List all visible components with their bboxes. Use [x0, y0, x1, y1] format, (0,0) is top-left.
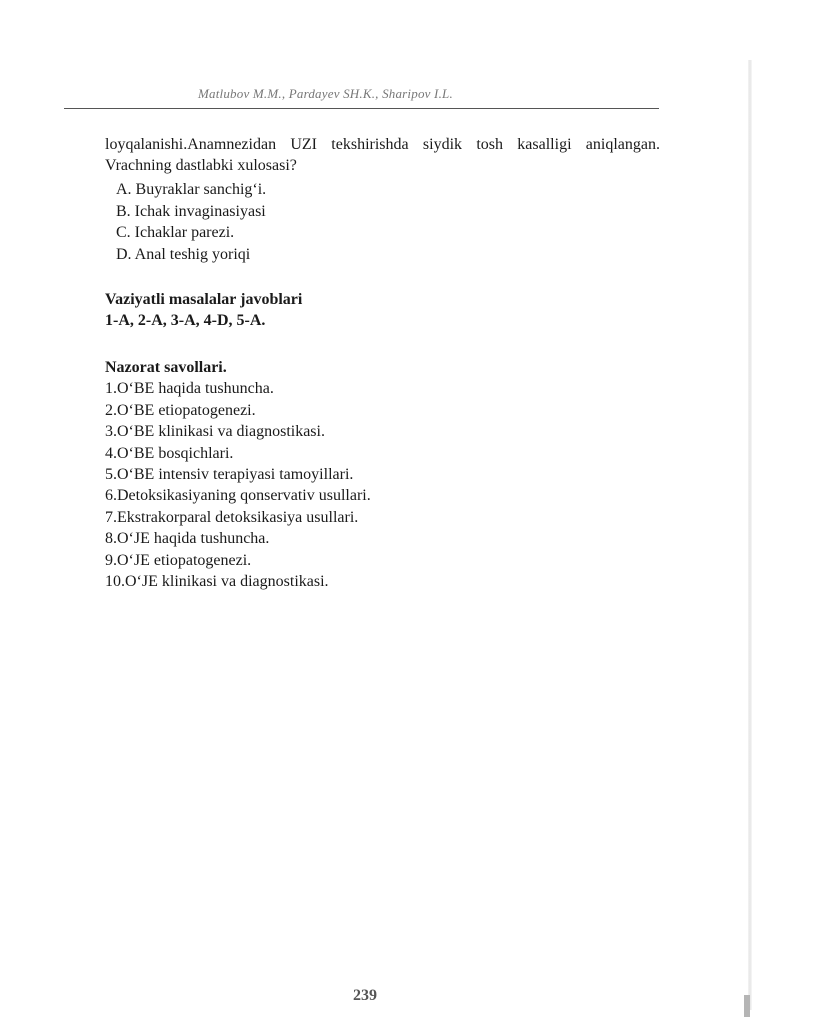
page-edge-shadow	[748, 60, 752, 1010]
answers-list: 1-A, 2-A, 3-A, 4-D, 5-A.	[105, 312, 266, 329]
control-questions-title: Nazorat savollari.	[105, 359, 227, 376]
list-item: 2.O‘BE etiopatogenezi.	[105, 401, 256, 419]
list-item: 9.O‘JE etiopatogenezi.	[105, 551, 252, 569]
running-header: Matlubov M.M., Pardayev SH.K., Sharipov I.L.	[198, 86, 453, 101]
list-item: 7.Ekstrakorparal detoksikasiya usullari.	[105, 508, 359, 526]
option-a: A. Buyraklar sanchig‘i.	[116, 181, 267, 198]
list-item: 4.O‘BE bosqichlari.	[105, 444, 234, 462]
list-item: 5.O‘BE intensiv terapiyasi tamoyillari.	[105, 465, 354, 483]
answer-options	[116, 179, 671, 265]
option-c: C. Ichaklar parezi.	[116, 224, 235, 241]
question-text: loyqalanishi.Anamnezidan UZI tekshirishda siydik tosh kasalligi aniqlangan. Vrachning dastlabki xulosasi?	[105, 136, 660, 174]
header-rule	[64, 108, 659, 109]
page-edge-mark	[744, 995, 750, 1017]
list-item: 10.O‘JE klinikasi va diagnostikasi.	[105, 572, 329, 590]
option-b: B. Ichak invaginasiyasi	[116, 202, 266, 220]
control-questions-section	[105, 357, 660, 592]
list-item: 6.Detoksikasiyaning qonservativ usullari.	[105, 487, 371, 505]
list-item: 8.O‘JE haqida tushuncha.	[105, 530, 270, 548]
page-number: 239	[353, 987, 377, 1004]
answers-section	[105, 289, 660, 331]
option-d: D. Anal teshig yoriqi	[116, 245, 251, 263]
list-item: 3.O‘BE klinikasi va diagnostikasi.	[105, 423, 325, 441]
answers-title: Vaziyatli masalalar javoblari	[105, 291, 303, 308]
list-item: 1.O‘BE haqida tushuncha.	[105, 380, 274, 398]
